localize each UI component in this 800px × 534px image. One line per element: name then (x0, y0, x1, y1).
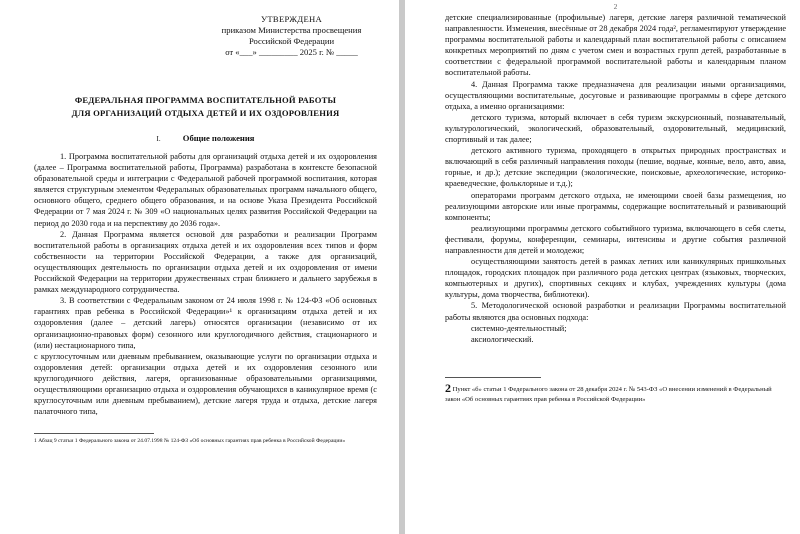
approval-stamp (206, 0, 377, 58)
list-item: осуществляющими занятость детей в рамках летних или каникулярных пришкольных площадок, городских площадок при различного рода детских центрах (языковых, творческих, компьютерных и других), спортивных секциях и клубах, учреждениях культуры (дома культуры, дома творчества, библиотеки). (445, 257, 786, 300)
paragraph: 3. В соответствии с Федеральным законом от 24 июля 1998 г. № 124-ФЗ «Об основных гарантиях прав ребенка в Российской Федерации»¹ к организациям отдыха детей и их оздоровления (далее – детский лагерь) относятся организации (независимо от их организационно-правовых форм) сезонного или круглогодичного действия, стационарного и (или) нестационарного типа, (34, 296, 377, 350)
document-title-line: ФЕДЕРАЛЬНАЯ ПРОГРАММА ВОСПИТАТЕЛЬНОЙ РАБОТЫ (74, 95, 337, 105)
list-item: операторами программ детского отдыха, не имеющими своей базы размещения, но реализующими авторские или иные программы, содержащие воспитательный и развивающий компоненты; (445, 190, 786, 222)
document-title-line: ДЛЯ ОРГАНИЗАЦИЙ ОТДЫХА ДЕТЕЙ И ИХ ОЗДОРОВЛЕНИЯ (71, 107, 340, 118)
paragraph: 5. Методологической основой разработки и реализации Программы воспитательной работы являются два основных подхода: (445, 301, 786, 322)
list-item: системно-деятельностный; (471, 323, 567, 333)
document-page-1 (0, 0, 399, 534)
section-title: Общие положения (182, 133, 255, 143)
approval-title: УТВЕРЖДЕНА (260, 14, 323, 24)
document-title (34, 94, 377, 119)
list-item: детского туризма, который включает в себя туризм экскурсионный, познавательный, культурологический, экологический, образовательный, оздоровительный, медицинский, спортивный и так далее; (445, 112, 786, 145)
section-number: I. (156, 135, 161, 143)
list-item: реализующими программы детского событийного туризма, включающего в себя слеты, фестивали, форумы, конференции, семинары, интенсивы и другие события различной направленности для детей и молодежи; (445, 223, 786, 255)
footnote (445, 380, 786, 405)
footnote-separator (445, 377, 541, 378)
approval-line: приказом Министерства просвещения (221, 25, 362, 35)
paragraph: 1. Программа воспитательной работы для организаций отдыха детей и их оздоровления (далее – Программа воспитательной работы, Программа) разработана в контексте безопасной образовательной среды и интеграции с Федеральной рабочей программой воспитания, которая является структурным элементом Федеральных образовательных программ начального общего, основного общего, среднего общего образования, и на основе Указа Президента Российской Федерации от 7 мая 2024 г. № 309 «О национальных целях развития Российской Федерации на период до 2030 года и на перспективу до 2036 года». (34, 152, 377, 228)
approval-date-line: от «___» _________ 2025 г. № _____ (225, 47, 358, 57)
page-number: 2 (613, 2, 618, 11)
list-item: детского активного туризма, проходящего в открытых природных пространствах и включающий в себя различный направления походы (пешие, водные, конные, вело, авто, авиа, горные, и др.); детские экспедиции (экологические, поисковые, археологические, историко-краеведческие, фольклорные и т.д.); (445, 146, 786, 189)
paragraph: детские специализированные (профильные) лагеря, детские лагеря различной тематической направленности. Изменения, внесённые от 28 декабря 2024 года², регламентируют утверждение программы воспитательной работы и календарный план воспитательной работы с описанием конкретных мероприятий по дням с учетом смен и возрастных групп детей, разработанные в соответствии с федеральной программой воспитательной работы и календарным планом воспитательной работы. (445, 13, 786, 78)
paragraph: 2. Данная Программа является основой для разработки и реализации Программ воспитательной работы в организациях отдыха детей и их оздоровления всех типов и форм собственности на территории Российской Федерации, а также для организаций, осуществляющих деятельность по организации отдыха детей и их оздоровления от имени Российской Федерации на территории дружественных стран ближнего и дальнего зарубежья в рамках международного сотрудничества. (34, 229, 377, 295)
section-heading (34, 133, 377, 143)
document-page-2 (405, 0, 800, 534)
list-item: аксиологический. (471, 334, 534, 344)
footnote-separator (34, 433, 154, 434)
paragraph: 4. Данная Программа также предназначена для реализации иными организациями, осуществляющими воспитательные, досуговые и развивающие программы в сфере детского отдыха, а именно организациями: (445, 79, 786, 111)
footnote: 1 Абзац 9 статьи 1 Федерального закона от 24.07.1998 № 124-ФЗ «Об основных гарантиях прав ребенка в Российской Федерации» (34, 438, 346, 445)
approval-line: Российской Федерации (248, 36, 335, 46)
footnote-marker: 2 (445, 380, 451, 395)
footnote-text: Пункт «б» статьи 1 Федерального закона от 28 декабря 2024 г. № 543-ФЗ «О внесении изменений в Федеральный закон «Об основных гарантиях прав ребенка в Российской Федерации» (445, 385, 772, 403)
paragraph: с круглосуточным или дневным пребыванием, оказывающие услуги по организации отдыха и оздоровления детей: организации отдыха детей и их оздоровления сезонного или круглогодичного действия, лагеря, организованные образовательными организациями, осуществляющими организацию отдыха и оздоровления обучающихся в каникулярное время (с круглосуточным или дневным пребыванием), детские лагеря труда и отдыха, детские лагеря палаточного типа, (34, 351, 377, 417)
